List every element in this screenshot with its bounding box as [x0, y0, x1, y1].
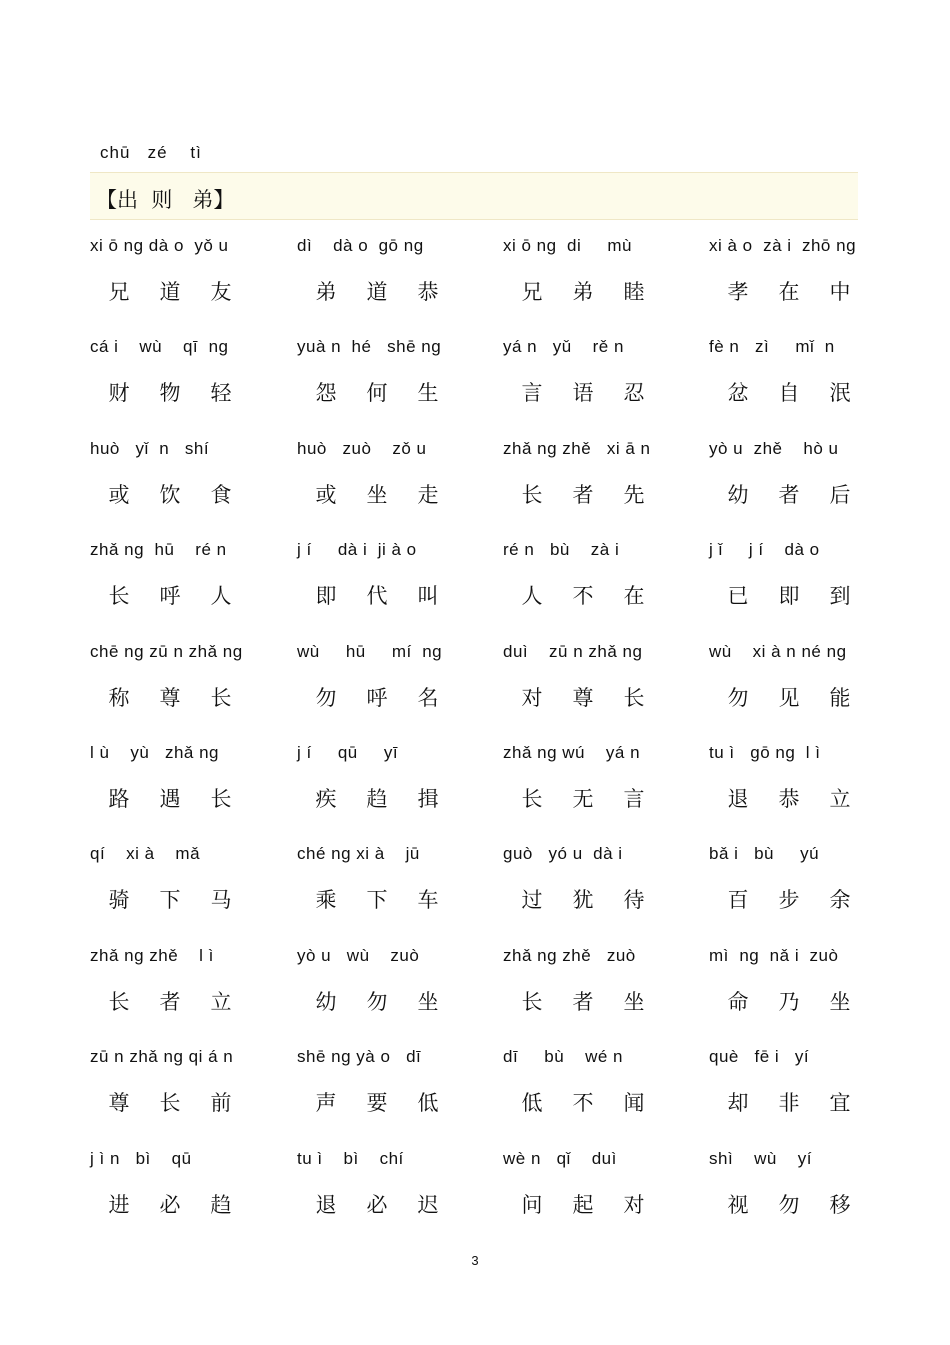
hanzi-char: 必 — [159, 1192, 181, 1217]
hanzi-char: 者 — [572, 482, 594, 507]
hanzi-char: 弟 — [315, 280, 337, 304]
hanzi-char: 兄 — [108, 280, 130, 304]
hanzi-char: 长 — [108, 989, 130, 1014]
hanzi-char: 疾 — [315, 786, 337, 811]
page-number: 3 — [471, 1253, 479, 1268]
pinyin-line: zhǎ ng zhě zuò — [503, 945, 636, 965]
hanzi-char: 长 — [521, 989, 543, 1014]
pinyin-line: fè n zì mǐ n — [709, 337, 835, 357]
hanzi-char: 语 — [572, 381, 594, 406]
pinyin-line: zhǎ ng hū ré n — [90, 540, 227, 560]
hanzi-char: 下 — [159, 888, 181, 913]
hanzi-char: 见 — [778, 685, 800, 710]
hanzi-char: 幼 — [727, 482, 749, 507]
hanzi-char: 迟 — [417, 1192, 439, 1217]
hanzi-char: 坐 — [366, 482, 388, 507]
hanzi-char: 视 — [727, 1192, 749, 1217]
hanzi-char: 何 — [366, 381, 388, 406]
hanzi-char: 称 — [108, 685, 130, 710]
hanzi-char: 言 — [521, 381, 543, 406]
hanzi-char: 退 — [727, 786, 749, 811]
section-header — [90, 172, 858, 220]
hanzi-char: 低 — [417, 1091, 439, 1116]
hanzi-char: 乃 — [778, 989, 800, 1014]
hanzi-char: 或 — [108, 482, 130, 507]
verse-row — [0, 439, 950, 540]
pinyin-line: j í dà i ji à o — [297, 540, 417, 560]
hanzi-char: 勿 — [315, 685, 337, 710]
pinyin-line: zhǎ ng zhě xi ā n — [503, 438, 651, 458]
hanzi-char: 自 — [778, 381, 800, 406]
hanzi-char: 步 — [778, 888, 800, 913]
hanzi-char: 低 — [521, 1091, 543, 1116]
hanzi-char: 坐 — [829, 989, 851, 1014]
hanzi-char: 却 — [727, 1091, 749, 1116]
pinyin-line: xi ō ng di mù — [503, 236, 632, 255]
hanzi-char: 声 — [315, 1091, 337, 1116]
hanzi-char: 下 — [366, 888, 388, 913]
pinyin-line: cá i wù qī ng — [90, 337, 229, 357]
hanzi-char: 幼 — [315, 989, 337, 1014]
hanzi-char: 余 — [829, 888, 851, 913]
hanzi-char: 勿 — [778, 1192, 800, 1217]
hanzi-char: 尊 — [159, 685, 181, 710]
hanzi-char: 必 — [366, 1192, 388, 1217]
hanzi-char: 长 — [159, 1091, 181, 1116]
hanzi-char: 财 — [108, 381, 130, 406]
hanzi-char: 道 — [159, 280, 181, 304]
hanzi-char: 长 — [623, 685, 645, 710]
section-title: 【出 则 弟】 — [96, 188, 235, 212]
hanzi-char: 不 — [572, 584, 594, 609]
hanzi-char: 友 — [210, 280, 232, 304]
hanzi-char: 要 — [366, 1091, 388, 1116]
hanzi-char: 兄 — [521, 280, 543, 304]
hanzi-char: 长 — [210, 786, 232, 811]
hanzi-char: 轻 — [210, 381, 232, 406]
hanzi-char: 怨 — [315, 381, 337, 406]
verse-row — [0, 236, 950, 337]
hanzi-char: 呼 — [159, 584, 181, 609]
hanzi-char: 尊 — [108, 1091, 130, 1116]
hanzi-char: 遇 — [159, 786, 181, 811]
hanzi-char: 睦 — [623, 280, 645, 304]
hanzi-char: 在 — [778, 280, 800, 304]
hanzi-char: 前 — [210, 1091, 232, 1116]
hanzi-char: 闻 — [623, 1091, 645, 1116]
hanzi-char: 马 — [210, 888, 232, 913]
pinyin-line: dì dà o gō ng — [297, 236, 424, 255]
hanzi-char: 尊 — [572, 685, 594, 710]
hanzi-char: 长 — [521, 786, 543, 811]
hanzi-char: 或 — [315, 482, 337, 507]
verse-row — [0, 946, 950, 1047]
hanzi-char: 者 — [778, 482, 800, 507]
hanzi-char: 车 — [417, 888, 439, 913]
hanzi-char: 忿 — [727, 381, 749, 406]
pinyin-line: zhǎ ng wú yá n — [503, 742, 641, 762]
pinyin-line: j ǐ j í dà o — [709, 540, 820, 560]
hanzi-char: 路 — [108, 786, 130, 811]
hanzi-char: 在 — [623, 584, 645, 609]
hanzi-char: 长 — [521, 482, 543, 507]
pinyin-line: xi ō ng dà o yǒ u — [90, 236, 229, 255]
pinyin-line: yá n yǔ rě n — [503, 337, 624, 357]
hanzi-char: 对 — [521, 685, 543, 710]
pinyin-line: ré n bù zà i — [503, 540, 620, 560]
hanzi-char: 即 — [315, 584, 337, 609]
hanzi-char: 立 — [829, 786, 851, 811]
hanzi-char: 立 — [210, 989, 232, 1014]
hanzi-char: 中 — [829, 280, 851, 304]
hanzi-char: 骑 — [108, 888, 130, 913]
hanzi-char: 叫 — [417, 584, 439, 609]
hanzi-char: 恭 — [417, 280, 439, 304]
pinyin-line: wù hū mí ng — [297, 641, 443, 661]
pinyin-line: tu ì bì chí — [297, 1148, 404, 1168]
hanzi-char: 饮 — [159, 482, 181, 507]
verse-grid — [0, 236, 950, 1250]
pinyin-line: duì zū n zhǎ ng — [503, 641, 643, 661]
hanzi-char: 呼 — [366, 685, 388, 710]
hanzi-char: 坐 — [623, 989, 645, 1014]
pinyin-line: què fē i yí — [709, 1047, 810, 1067]
hanzi-char: 先 — [623, 482, 645, 507]
hanzi-char: 物 — [159, 381, 181, 406]
hanzi-char: 食 — [210, 482, 232, 507]
hanzi-char: 宜 — [829, 1091, 851, 1116]
hanzi-char: 对 — [623, 1192, 645, 1217]
hanzi-char: 揖 — [417, 786, 439, 811]
verse-row — [0, 844, 950, 945]
pinyin-line: zū n zhǎ ng qi á n — [90, 1047, 234, 1067]
hanzi-char: 忍 — [623, 381, 645, 406]
hanzi-char: 勿 — [366, 989, 388, 1014]
pinyin-line: tu ì gō ng l ì — [709, 742, 821, 762]
hanzi-char: 不 — [572, 1091, 594, 1116]
hanzi-char: 过 — [521, 888, 543, 913]
pinyin-line: yò u zhě hò u — [709, 438, 839, 458]
hanzi-char: 走 — [417, 482, 439, 507]
pinyin-line: bǎ i bù yú — [709, 844, 820, 864]
pinyin-line: wù xi à n né ng — [709, 641, 847, 661]
verse-row — [0, 1047, 950, 1148]
pinyin-line: huò yǐ n shí — [90, 438, 210, 458]
pinyin-line: yuà n hé shē ng — [297, 337, 442, 357]
hanzi-char: 待 — [623, 888, 645, 913]
hanzi-char: 言 — [623, 786, 645, 811]
hanzi-char: 进 — [108, 1192, 130, 1217]
hanzi-char: 退 — [315, 1192, 337, 1217]
hanzi-char: 移 — [829, 1192, 851, 1217]
hanzi-char: 恭 — [778, 786, 800, 811]
hanzi-char: 趋 — [366, 786, 388, 811]
pinyin-line: qí xi à mǎ — [90, 844, 201, 864]
pinyin-line: yò u wù zuò — [297, 945, 420, 965]
pinyin-line: dī bù wé n — [503, 1047, 624, 1067]
hanzi-char: 百 — [727, 888, 749, 913]
hanzi-char: 道 — [366, 280, 388, 304]
hanzi-char: 者 — [159, 989, 181, 1014]
hanzi-char: 起 — [572, 1192, 594, 1217]
pinyin-line: wè n qǐ duì — [503, 1148, 617, 1168]
hanzi-char: 趋 — [210, 1192, 232, 1217]
pinyin-line: shì wù yí — [709, 1148, 812, 1168]
hanzi-char: 非 — [778, 1091, 800, 1116]
hanzi-char: 名 — [417, 685, 439, 710]
pinyin-line: xi à o zà i zhō ng — [709, 236, 857, 255]
hanzi-char: 孝 — [727, 280, 749, 304]
section-pinyin: chū zé tì — [100, 143, 202, 162]
verse-row — [0, 540, 950, 641]
pinyin-line: chē ng zū n zhǎ ng — [90, 641, 243, 661]
pinyin-line: j í qū yī — [297, 742, 399, 762]
verse-row — [0, 743, 950, 844]
hanzi-char: 后 — [829, 482, 851, 507]
pinyin-line: guò yó u dà i — [503, 844, 623, 864]
hanzi-char: 能 — [829, 685, 851, 710]
verse-row — [0, 642, 950, 743]
verse-row — [0, 1149, 950, 1250]
pinyin-line: shē ng yà o dī — [297, 1047, 422, 1067]
hanzi-char: 人 — [210, 584, 232, 609]
hanzi-char: 者 — [572, 989, 594, 1014]
hanzi-char: 命 — [727, 989, 749, 1014]
hanzi-char: 到 — [829, 584, 851, 609]
hanzi-char: 已 — [727, 584, 749, 609]
hanzi-char: 问 — [521, 1192, 543, 1217]
hanzi-char: 坐 — [417, 989, 439, 1014]
pinyin-line: ché ng xi à jū — [297, 844, 420, 864]
hanzi-char: 乘 — [315, 888, 337, 913]
hanzi-char: 代 — [366, 584, 388, 609]
hanzi-char: 长 — [108, 584, 130, 609]
verse-row — [0, 337, 950, 438]
hanzi-char: 犹 — [572, 888, 594, 913]
hanzi-char: 无 — [572, 786, 594, 811]
hanzi-char: 勿 — [727, 685, 749, 710]
hanzi-char: 生 — [417, 381, 439, 406]
pinyin-line: l ù yù zhǎ ng — [90, 742, 220, 762]
pinyin-line: j ì n bì qū — [90, 1148, 192, 1168]
hanzi-char: 弟 — [572, 280, 594, 304]
pinyin-line: mì ng nǎ i zuò — [709, 945, 839, 965]
hanzi-char: 泯 — [829, 381, 851, 406]
pinyin-line: huò zuò zǒ u — [297, 438, 427, 458]
hanzi-char: 长 — [210, 685, 232, 710]
hanzi-char: 即 — [778, 584, 800, 609]
hanzi-char: 人 — [521, 584, 543, 609]
pinyin-line: zhǎ ng zhě l ì — [90, 945, 214, 965]
